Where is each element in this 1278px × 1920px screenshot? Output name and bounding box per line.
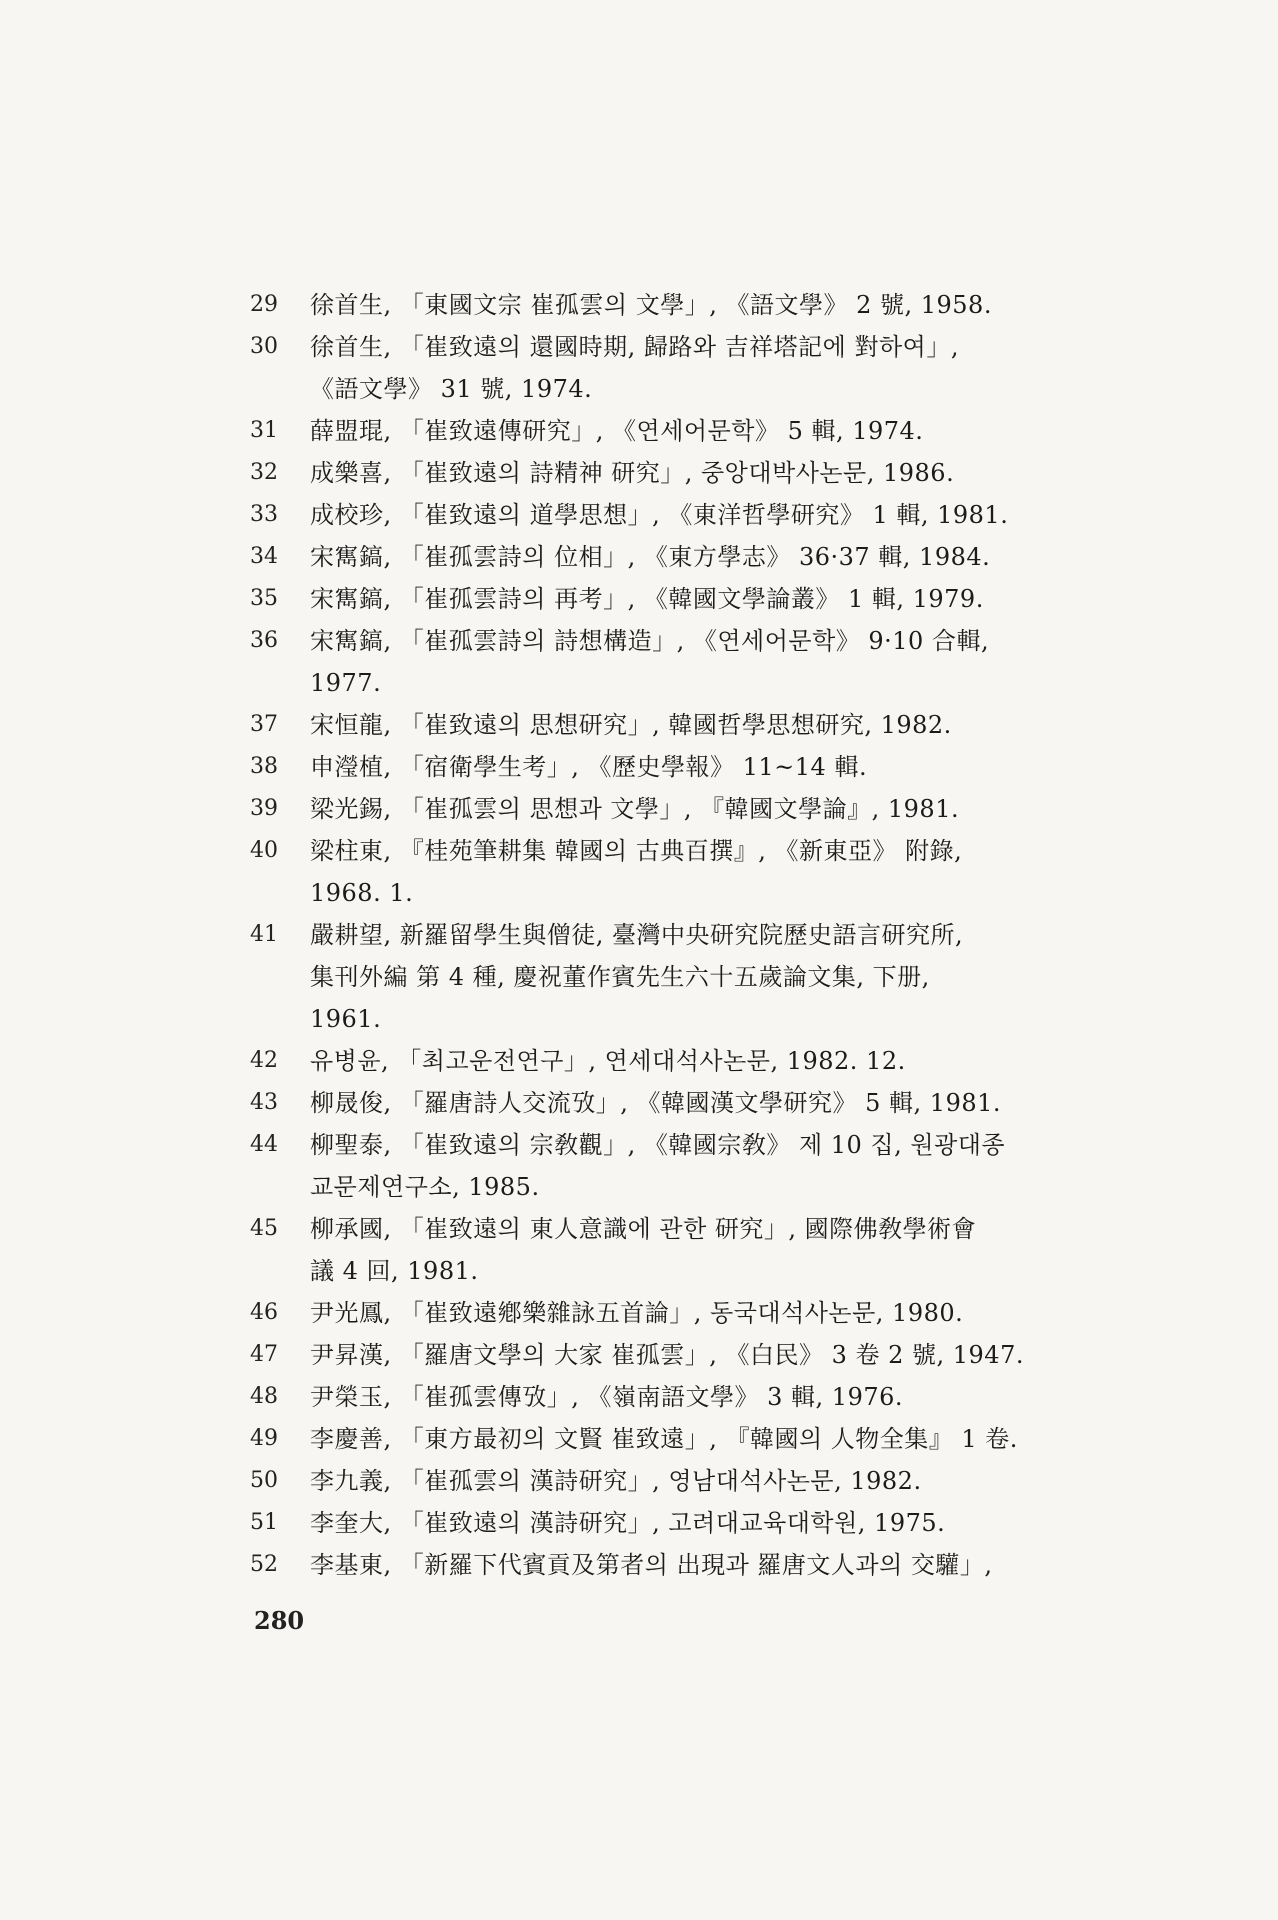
entry-line: 梁柱東, 『桂苑筆耕集 韓國의 古典百撰』, 《新東亞》 附錄, — [310, 837, 963, 865]
entry-text — [310, 1292, 1090, 1334]
bibliography-entry — [250, 1334, 1090, 1376]
entry-text — [310, 1208, 1090, 1292]
entry-number: 47 — [250, 1342, 278, 1367]
entry-number: 52 — [250, 1552, 278, 1577]
entry-text — [310, 494, 1090, 536]
bibliography-entry — [250, 1376, 1090, 1418]
entry-number: 49 — [250, 1426, 278, 1451]
entry-line: 徐首生, 「崔致遠의 還國時期, 歸路와 吉祥塔記에 對하여」, — [310, 333, 959, 361]
entry-line: 嚴耕望, 新羅留學生與僧徒, 臺灣中央研究院歷史語言研究所, — [310, 921, 964, 949]
entry-number: 39 — [250, 796, 278, 821]
entry-line: 1977. — [310, 669, 382, 697]
entry-text — [310, 704, 1090, 746]
entry-line: 尹光鳳, 「崔致遠鄕樂雜詠五首論」, 동국대석사논문, 1980. — [310, 1299, 964, 1327]
entry-line: 宋寯鎬, 「崔孤雲詩의 詩想構造」, 《연세어문학》 9·10 合輯, — [310, 627, 990, 655]
entry-number: 51 — [250, 1510, 278, 1535]
entry-line: 成樂喜, 「崔致遠의 詩精神 研究」, 중앙대박사논문, 1986. — [310, 459, 955, 487]
bibliography-entry — [250, 788, 1090, 830]
bibliography-list — [250, 284, 1090, 1586]
entry-number: 41 — [250, 922, 278, 947]
bibliography-entry — [250, 284, 1090, 326]
entry-text — [310, 830, 1090, 914]
bibliography-entry — [250, 578, 1090, 620]
entry-text — [310, 620, 1090, 704]
entry-line: 柳聖泰, 「崔致遠의 宗敎觀」, 《韓國宗敎》 제 10 집, 원광대종 — [310, 1131, 1006, 1159]
bibliography-entry — [250, 326, 1090, 410]
bibliography-entry — [250, 830, 1090, 914]
entry-number: 44 — [250, 1132, 278, 1157]
entry-number: 35 — [250, 586, 278, 611]
entry-line: 集刊外編 第 4 種, 慶祝董作賓先生六十五歲論文集, 下册, — [310, 963, 930, 991]
bibliography-entry — [250, 410, 1090, 452]
entry-line: 宋寯鎬, 「崔孤雲詩의 再考」, 《韓國文學論叢》 1 輯, 1979. — [310, 585, 984, 613]
entry-line: 成校珍, 「崔致遠의 道學思想」, 《東洋哲學研究》 1 輯, 1981. — [310, 501, 1009, 529]
entry-number: 34 — [250, 544, 278, 569]
bibliography-entry — [250, 1502, 1090, 1544]
bibliography-entry — [250, 746, 1090, 788]
entry-text — [310, 284, 1090, 326]
entry-line: 李基東, 「新羅下代賓貢及第者의 出現과 羅唐文人과의 交驩」, — [310, 1551, 993, 1579]
entry-text — [310, 914, 1090, 1040]
entry-line: 柳晟俊, 「羅唐詩人交流攷」, 《韓國漢文學研究》 5 輯, 1981. — [310, 1089, 1002, 1117]
entry-line: 柳承國, 「崔致遠의 東人意識에 관한 研究」, 國際佛敎學術會 — [310, 1215, 977, 1243]
entry-line: 교문제연구소, 1985. — [310, 1173, 540, 1201]
entry-number: 42 — [250, 1048, 278, 1073]
entry-text — [310, 1040, 1090, 1082]
entry-number: 36 — [250, 628, 278, 653]
entry-line: 宋恒龍, 「崔致遠의 思想研究」, 韓國哲學思想研究, 1982. — [310, 711, 952, 739]
entry-number: 50 — [250, 1468, 278, 1493]
bibliography-entry — [250, 494, 1090, 536]
entry-line: 1968. 1. — [310, 879, 414, 907]
entry-text — [310, 1124, 1090, 1208]
entry-text — [310, 746, 1090, 788]
entry-number: 46 — [250, 1300, 278, 1325]
bibliography-entry — [250, 1040, 1090, 1082]
entry-line: 梁光錫, 「崔孤雲의 思想과 文學」, 『韓國文學論』, 1981. — [310, 795, 960, 823]
entry-line: 1961. — [310, 1005, 382, 1033]
bibliography-entry — [250, 620, 1090, 704]
entry-text — [310, 1418, 1090, 1460]
entry-text — [310, 1502, 1090, 1544]
entry-text — [310, 1544, 1090, 1586]
entry-text — [310, 452, 1090, 494]
entry-text — [310, 788, 1090, 830]
entry-line: 유병윤, 「최고운전연구」, 연세대석사논문, 1982. 12. — [310, 1047, 906, 1075]
entry-number: 48 — [250, 1384, 278, 1409]
page-number: 280 — [254, 1606, 305, 1635]
entry-number: 32 — [250, 460, 278, 485]
entry-line: 薛盟琨, 「崔致遠傳研究」, 《연세어문학》 5 輯, 1974. — [310, 417, 924, 445]
entry-line: 李九義, 「崔孤雲의 漢詩研究」, 영남대석사논문, 1982. — [310, 1467, 922, 1495]
entry-text — [310, 1082, 1090, 1124]
bibliography-entry — [250, 1544, 1090, 1586]
bibliography-entry — [250, 914, 1090, 1040]
entry-number: 33 — [250, 502, 278, 527]
entry-text — [310, 1334, 1090, 1376]
entry-line: 尹榮玉, 「崔孤雲傳攷」, 《嶺南語文學》 3 輯, 1976. — [310, 1383, 904, 1411]
entry-number: 31 — [250, 418, 278, 443]
entry-number: 38 — [250, 754, 278, 779]
entry-line: 尹昇漢, 「羅唐文學의 大家 崔孤雲」, 《白民》 3 卷 2 號, 1947. — [310, 1341, 1024, 1369]
bibliography-entry — [250, 1292, 1090, 1334]
entry-line: 宋寯鎬, 「崔孤雲詩의 位相」, 《東方學志》 36·37 輯, 1984. — [310, 543, 991, 571]
bibliography-entry — [250, 1418, 1090, 1460]
entry-number: 40 — [250, 838, 278, 863]
entry-number: 37 — [250, 712, 278, 737]
entry-text — [310, 578, 1090, 620]
entry-line: 申瀅植, 「宿衛學生考」, 《歷史學報》 11~14 輯. — [310, 753, 868, 781]
entry-line: 徐首生, 「東國文宗 崔孤雲의 文學」, 《語文學》 2 號, 1958. — [310, 291, 992, 319]
entry-line: 《語文學》 31 號, 1974. — [310, 375, 593, 403]
entry-text — [310, 410, 1090, 452]
entry-text — [310, 1376, 1090, 1418]
bibliography-entry — [250, 1124, 1090, 1208]
bibliography-entry — [250, 452, 1090, 494]
entry-number: 45 — [250, 1216, 278, 1241]
entry-line: 議 4 回, 1981. — [310, 1257, 479, 1285]
entry-number: 43 — [250, 1090, 278, 1115]
entry-text — [310, 326, 1090, 410]
bibliography-entry — [250, 1208, 1090, 1292]
entry-number: 29 — [250, 292, 278, 317]
entry-line: 李慶善, 「東方最初의 文賢 崔致遠」, 『韓國의 人物全集』 1 卷. — [310, 1425, 1018, 1453]
entry-line: 李奎大, 「崔致遠의 漢詩研究」, 고려대교육대학원, 1975. — [310, 1509, 946, 1537]
entry-text — [310, 536, 1090, 578]
bibliography-entry — [250, 704, 1090, 746]
bibliography-entry — [250, 536, 1090, 578]
bibliography-entry — [250, 1082, 1090, 1124]
entry-text — [310, 1460, 1090, 1502]
entry-number: 30 — [250, 334, 278, 359]
bibliography-entry — [250, 1460, 1090, 1502]
